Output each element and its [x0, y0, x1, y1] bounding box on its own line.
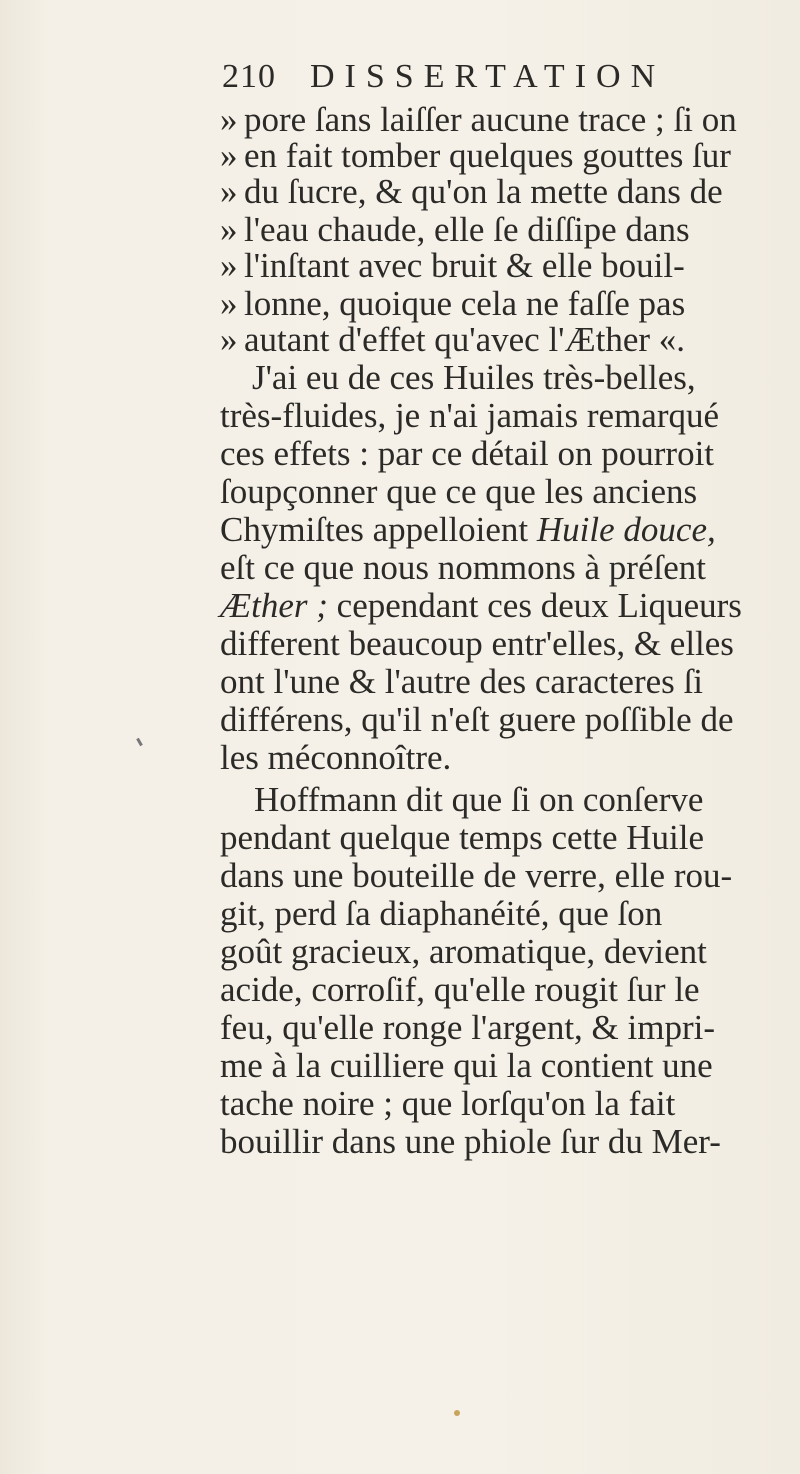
running-title: DISSERTATION [310, 58, 666, 95]
text-line: bouillir dans une phiole ſur du Mer- [220, 1122, 721, 1161]
page-header [222, 58, 782, 98]
text-line: feu, qu'elle ronge l'argent, & impri- [220, 1008, 716, 1047]
page-number: 210 [222, 58, 276, 95]
text-line: tache noire ; que lorſqu'on la fait [220, 1084, 676, 1123]
text-line: acide, corroſif, qu'elle rougit ſur le [220, 970, 700, 1009]
text-line: » lonne, quoique cela ne faſſe pas [220, 284, 686, 323]
italic-term: Huile douce, [536, 510, 716, 549]
text-line: ces effets : par ce détail on pourroit [220, 434, 715, 473]
text-line: » en fait tomber quelques gouttes ſur [220, 136, 731, 175]
italic-term: Æther ; [220, 586, 328, 625]
text-line: different beaucoup entr'elles, & elles [220, 624, 734, 663]
text-line: ont l'une & l'autre des caracteres ſi [220, 662, 703, 701]
text-line: » pore ſans laiſſer aucune trace ; ſi on [220, 100, 737, 139]
text-line: » du ſucre, & qu'on la mette dans de [220, 172, 723, 211]
text-line: ſoupçonner que ce que les anciens [220, 472, 698, 511]
paper-speck [454, 1410, 460, 1416]
margin-mark [136, 738, 143, 746]
text-line: très-fluides, je n'ai jamais remarqué [220, 396, 720, 435]
text-line: » l'inſtant avec bruit & elle bouil- [220, 246, 685, 285]
text-line: Chymiſtes appelloient Huile douce, [220, 510, 716, 549]
text-line: » l'eau chaude, elle ſe diſſipe dans [220, 210, 690, 249]
text-line: goût gracieux, aromatique, devient [220, 932, 707, 971]
text-line: Æther ; cependant ces deux Liqueurs [220, 586, 742, 625]
text-line: pendant quelque temps cette Huile [220, 818, 705, 857]
text-line: eſt ce que nous nommons à préſent [220, 548, 706, 587]
text-line: » autant d'effet qu'avec l'Æther «. [220, 320, 686, 359]
text-line: J'ai eu de ces Huiles très-belles, [252, 358, 696, 397]
text-line: dans une bouteille de verre, elle rou- [220, 856, 733, 895]
text-line: Hoffmann dit que ſi on conſerve [254, 780, 704, 819]
text-line: git, perd ſa diaphanéité, que ſon [220, 894, 663, 933]
text-line: me à la cuilliere qui la contient une [220, 1046, 713, 1085]
text-line: différens, qu'il n'eſt guere poſſible de [220, 700, 734, 739]
text-line: les méconnoître. [220, 738, 452, 777]
